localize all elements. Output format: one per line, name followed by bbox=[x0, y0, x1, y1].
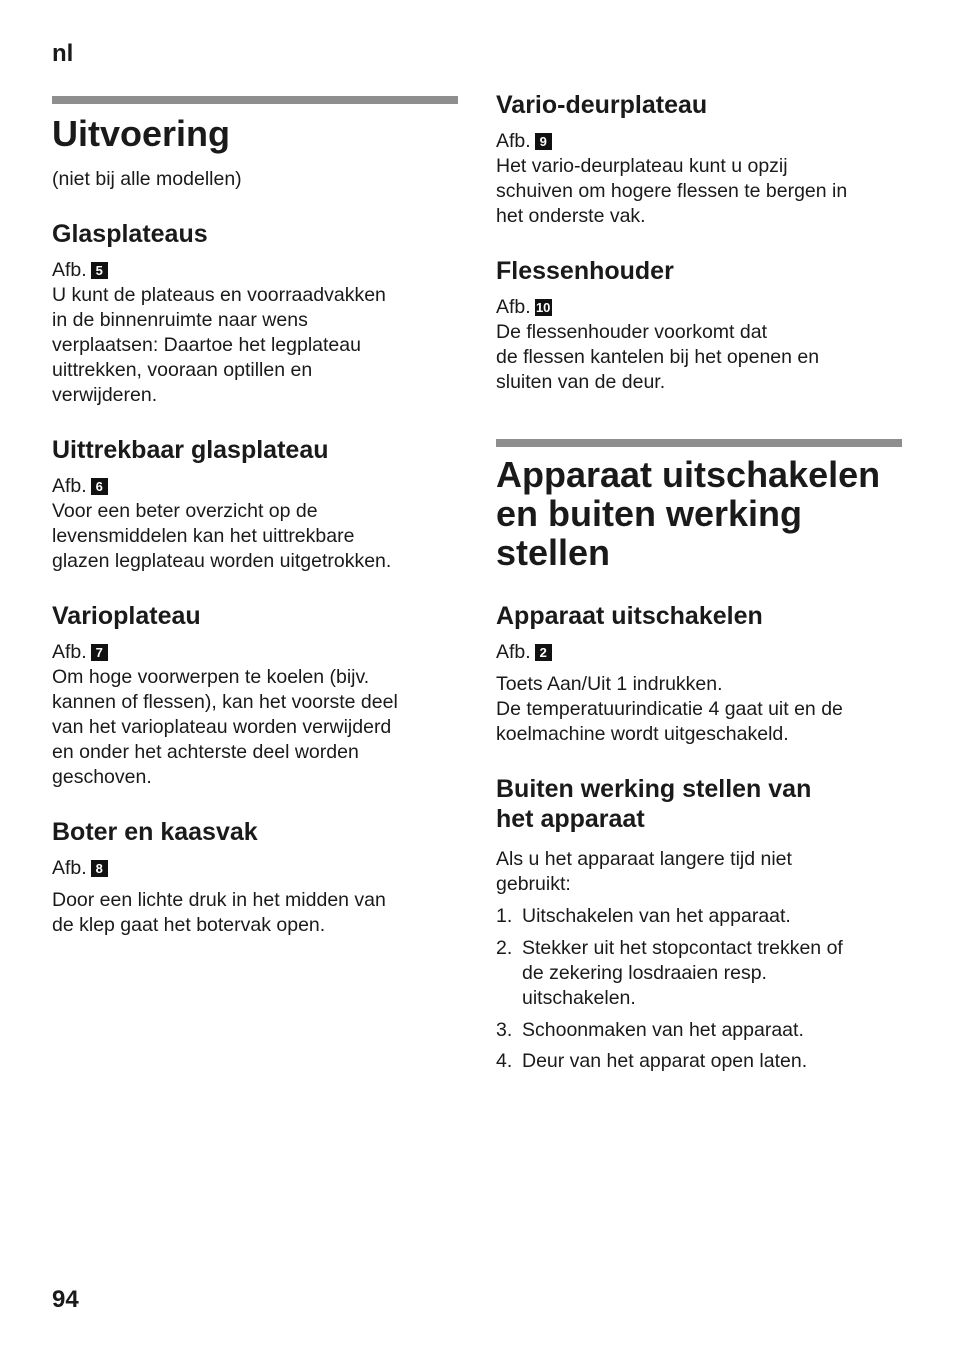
body-line: koelmachine wordt uitgeschakeld. bbox=[496, 723, 789, 745]
section-title-line: stellen bbox=[496, 532, 611, 573]
body-line: U kunt de plateaus en voorraadvakken bbox=[52, 284, 386, 306]
list-number: 4. bbox=[496, 1050, 513, 1072]
body-line: Om hoge voorwerpen te koelen (bijv. bbox=[52, 666, 370, 688]
heading-boter-en-kaasvak: Boter en kaasvak bbox=[52, 818, 258, 846]
body-line: De temperatuurindicatie 4 gaat uit en de bbox=[496, 698, 843, 720]
list-number: 3. bbox=[496, 1019, 513, 1041]
figure-badge: 7 bbox=[91, 644, 108, 661]
heading-buiten-werking-line: Buiten werking stellen van bbox=[496, 775, 812, 803]
page-title: Uitvoering bbox=[52, 113, 231, 154]
page-number: 94 bbox=[52, 1286, 79, 1313]
list-text: Uitschakelen van het apparaat. bbox=[522, 905, 791, 927]
figure-ref: Afb. 8 bbox=[52, 856, 108, 881]
section-title-line: en buiten werking bbox=[496, 493, 803, 534]
section-rule bbox=[496, 439, 902, 447]
body-line: sluiten van de deur. bbox=[496, 371, 666, 393]
body-line: gebruikt: bbox=[496, 873, 571, 895]
body-line: in de binnenruimte naar wens bbox=[52, 309, 308, 331]
body-line: kannen of flessen), kan het voorste deel bbox=[52, 691, 398, 713]
figure-badge: 8 bbox=[91, 860, 108, 877]
list-text: Schoonmaken van het apparaat. bbox=[522, 1019, 804, 1041]
body-line: verwijderen. bbox=[52, 384, 158, 406]
heading-vario-deurplateau: Vario-deurplateau bbox=[496, 91, 708, 119]
list-number: 2. bbox=[496, 937, 513, 959]
figure-ref: Afb. 5 bbox=[52, 258, 108, 283]
figure-badge: 6 bbox=[91, 478, 108, 495]
body-line: Door een lichte druk in het midden van bbox=[52, 889, 386, 911]
heading-apparaat-uitschakelen: Apparaat uitschakelen bbox=[496, 602, 763, 630]
figure-ref: Afb. 10 bbox=[496, 296, 551, 318]
figure-ref: Afb. 9 bbox=[496, 129, 552, 154]
body-line: levensmiddelen kan het uittrekbare bbox=[52, 525, 355, 547]
list-text: Deur van het apparat open laten. bbox=[522, 1050, 808, 1072]
body-line: geschoven. bbox=[52, 766, 152, 788]
list-item bbox=[496, 1018, 804, 1043]
body-line: schuiven om hogere flessen te bergen in bbox=[496, 180, 848, 202]
body-line: van het varioplateau worden verwijderd bbox=[52, 716, 392, 738]
body-line: Het vario-deurplateau kunt u opzij bbox=[496, 155, 788, 177]
list-item bbox=[496, 1049, 808, 1074]
figure-ref: Afb. 7 bbox=[52, 640, 108, 665]
body-line: Als u het apparaat langere tijd niet bbox=[496, 848, 792, 870]
body-line: het onderste vak. bbox=[496, 205, 646, 227]
body-line: glazen legplateau worden uitgetrokken. bbox=[52, 550, 392, 572]
heading-buiten-werking-line: het apparaat bbox=[496, 805, 645, 833]
language-code: nl bbox=[52, 40, 74, 67]
section-rule bbox=[52, 96, 458, 104]
body-line: De flessenhouder voorkomt dat bbox=[496, 321, 767, 343]
heading-glasplateaus: Glasplateaus bbox=[52, 220, 208, 248]
list-text: uitschakelen. bbox=[522, 987, 636, 1009]
heading-varioplateau: Varioplateau bbox=[52, 602, 201, 630]
heading-flessenhouder: Flessenhouder bbox=[496, 257, 674, 285]
list-item bbox=[496, 904, 791, 929]
list-item-continued bbox=[496, 961, 767, 986]
list-item-continued bbox=[496, 986, 636, 1011]
figure-badge: 10 bbox=[535, 300, 551, 315]
figure-ref: Afb. 2 bbox=[496, 640, 552, 665]
figure-badge: 9 bbox=[535, 133, 552, 150]
figure-ref: Afb. 6 bbox=[52, 474, 108, 499]
body-line: en onder het achterste deel worden bbox=[52, 741, 359, 763]
figure-badge: 2 bbox=[535, 644, 552, 661]
heading-uittrekbaar-glasplateau: Uittrekbaar glasplateau bbox=[52, 436, 329, 464]
body-line: de flessen kantelen bij het openen en bbox=[496, 346, 820, 368]
list-text: de zekering losdraaien resp. bbox=[522, 962, 767, 984]
body-line: verplaatsen: Daartoe het legplateau bbox=[52, 334, 361, 356]
page-subtitle: (niet bij alle modellen) bbox=[52, 168, 242, 190]
figure-badge: 5 bbox=[91, 262, 108, 279]
body-line: Toets Aan/Uit 1 indrukken. bbox=[496, 673, 723, 695]
section-title-line: Apparaat uitschakelen bbox=[496, 454, 881, 495]
body-line: de klep gaat het botervak open. bbox=[52, 914, 326, 936]
list-text: Stekker uit het stopcontact trekken of bbox=[522, 937, 843, 959]
body-line: Voor een beter overzicht op de bbox=[52, 500, 318, 522]
list-item bbox=[496, 936, 843, 961]
body-line: uittrekken, vooraan optillen en bbox=[52, 359, 313, 381]
list-number: 1. bbox=[496, 905, 513, 927]
